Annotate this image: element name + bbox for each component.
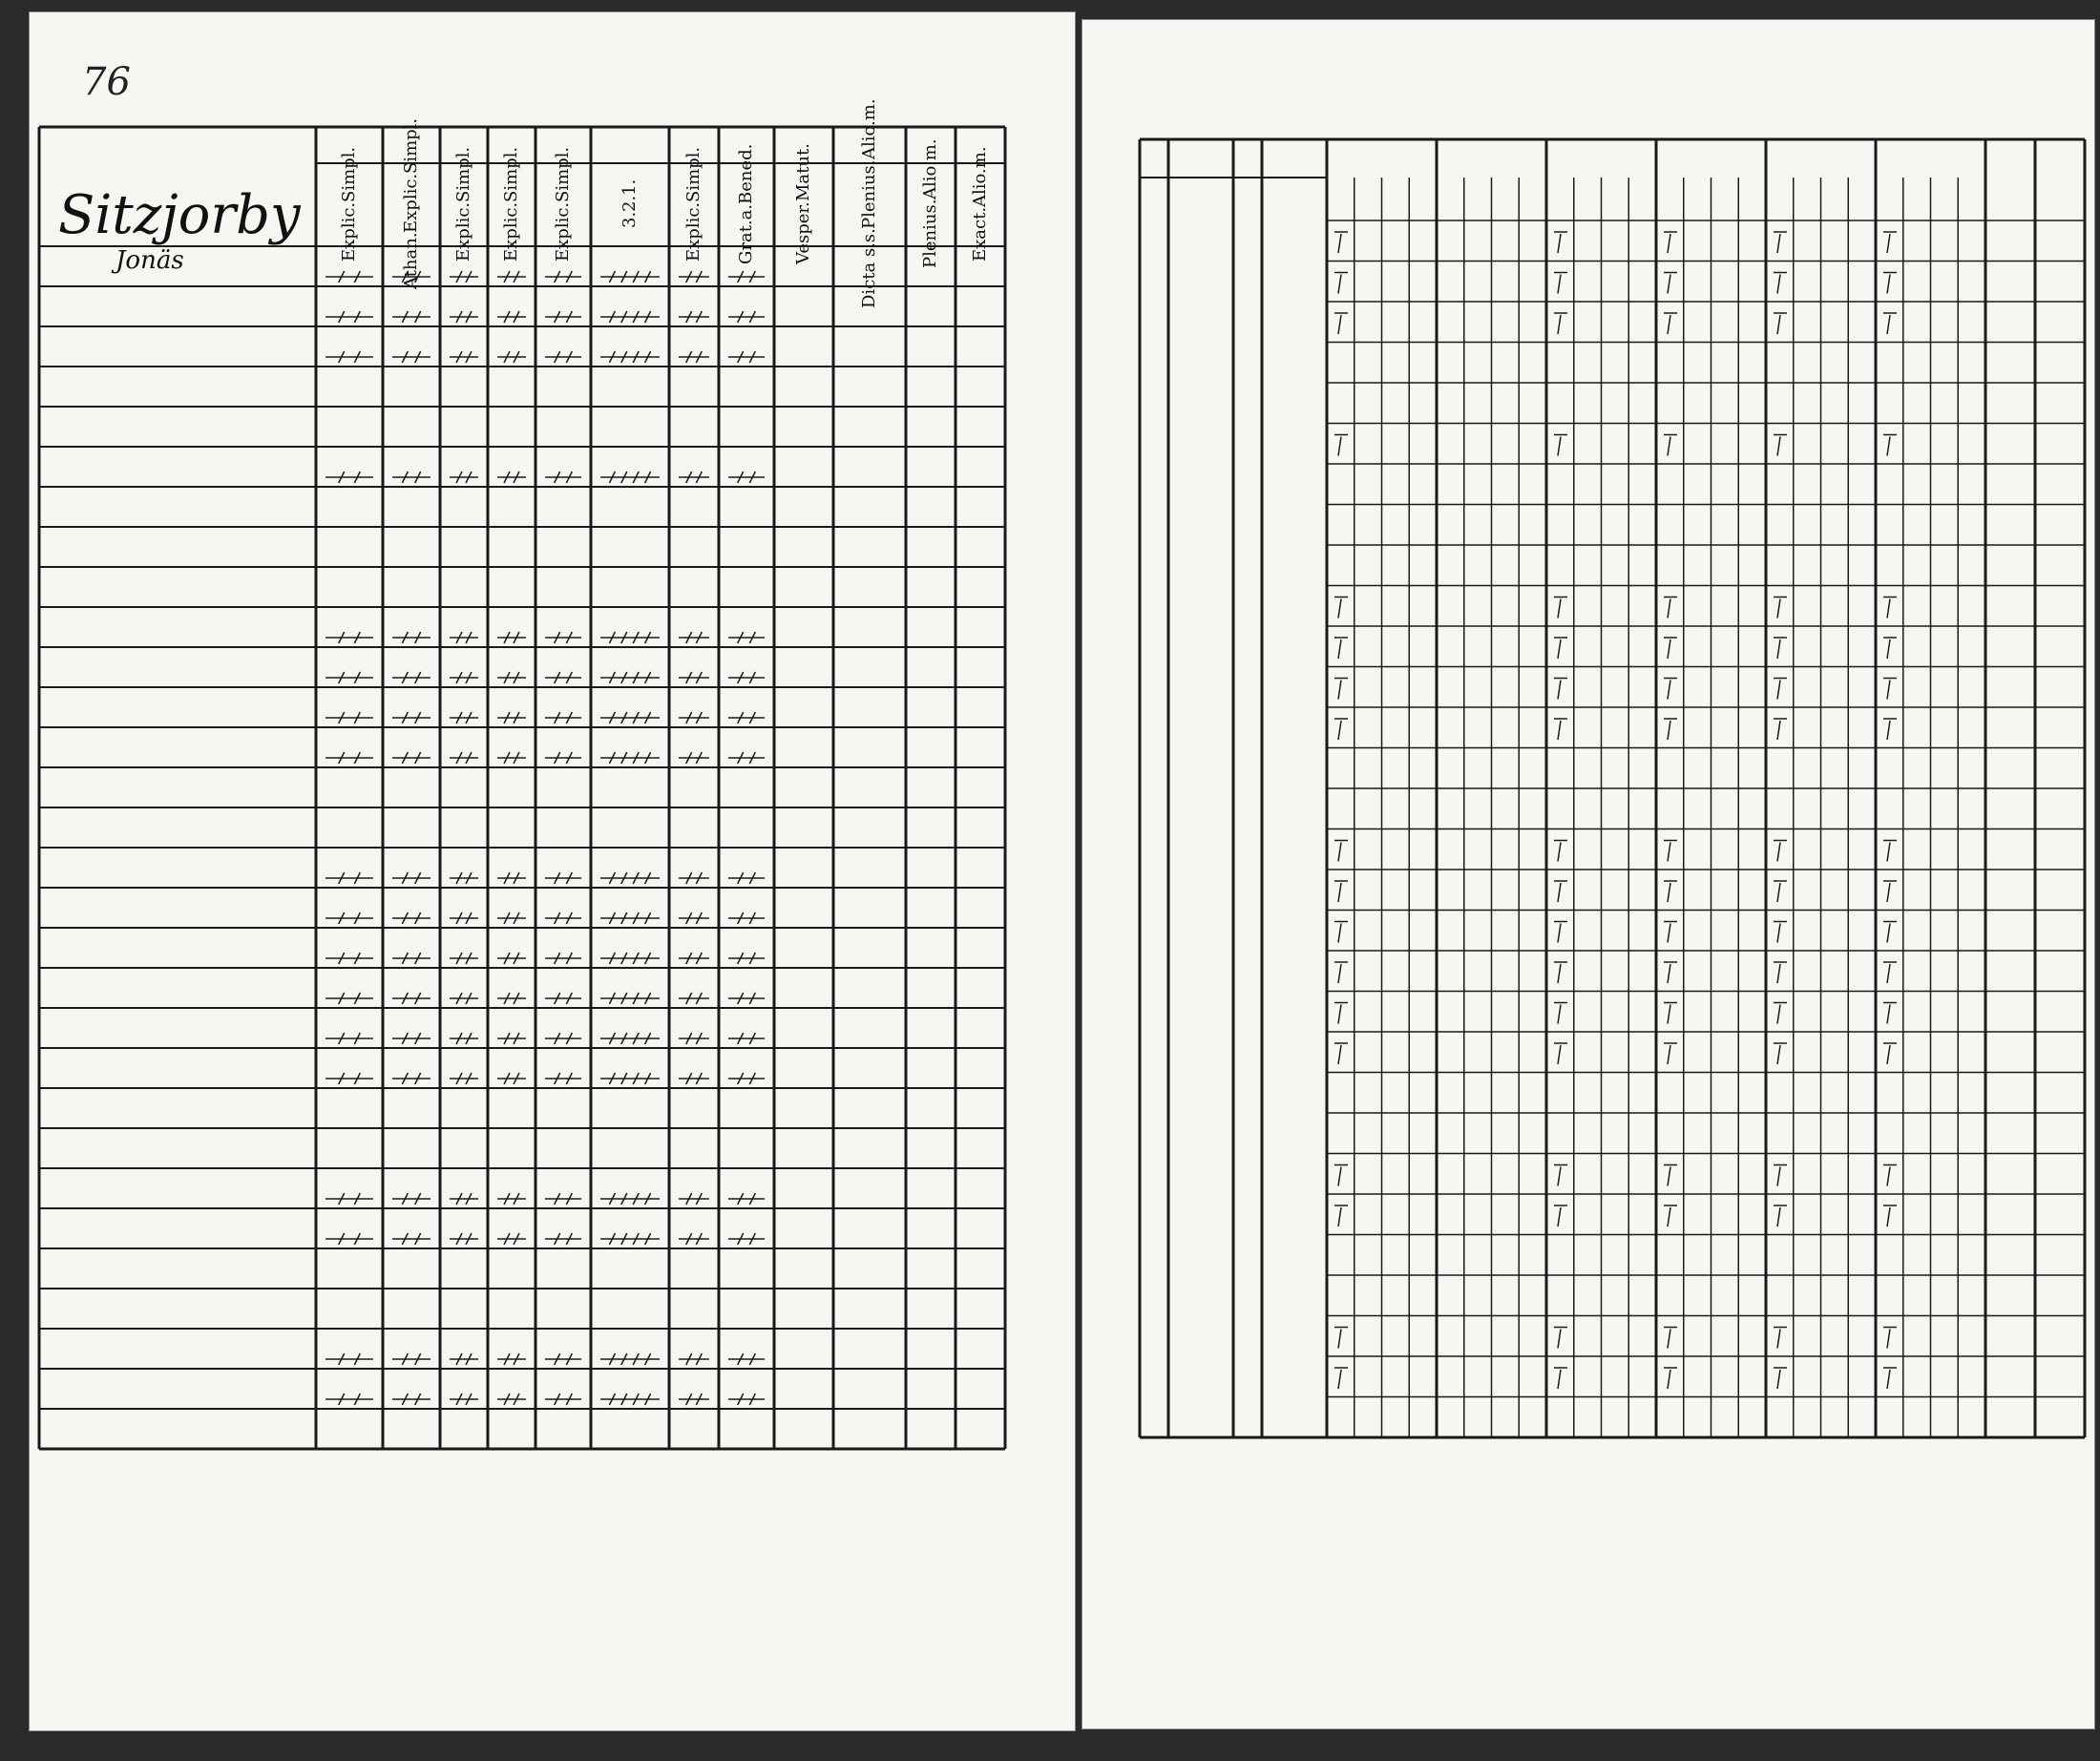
year-mark: [1338, 1207, 1341, 1226]
column-subheader: [669, 146, 719, 262]
column-subheader: [383, 117, 440, 290]
year-mark: [1887, 924, 1890, 943]
year-mark: [1777, 1167, 1780, 1186]
column-subheader-label: Alio.m.: [859, 98, 879, 160]
year-mark: [1558, 234, 1561, 253]
year-mark: [1887, 639, 1890, 659]
column-subheader: [956, 146, 1005, 262]
year-mark: [1338, 964, 1341, 983]
column-subheader-label: Simpl.: [683, 146, 704, 202]
column-subheader: [774, 143, 833, 264]
year-mark: [1777, 1207, 1780, 1226]
column-subheader: [488, 146, 536, 262]
year-mark: [1887, 721, 1890, 740]
column-subheader-label: Bened.: [736, 143, 756, 204]
year-mark: [1668, 681, 1670, 700]
year-mark: [1777, 721, 1780, 740]
year-mark: [1887, 275, 1890, 294]
year-mark: [1777, 437, 1780, 456]
year-mark: [1338, 599, 1341, 618]
year-mark: [1777, 1330, 1780, 1349]
column-subheader-label: Explic.: [501, 201, 521, 262]
year-mark: [1668, 639, 1670, 659]
year-mark: [1558, 843, 1561, 862]
year-mark: [1887, 1045, 1890, 1064]
household-title: [58, 184, 301, 275]
year-mark: [1558, 721, 1561, 740]
column-subheader-label: 2.: [620, 195, 640, 213]
year-mark: [1668, 1330, 1670, 1349]
year-mark: [1668, 1167, 1670, 1186]
year-mark: [1558, 599, 1561, 618]
year-mark: [1668, 924, 1670, 943]
household-title-line2: Jonäs: [116, 246, 184, 275]
year-mark: [1777, 639, 1780, 659]
year-mark: [1338, 843, 1341, 862]
year-mark: [1558, 639, 1561, 659]
year-mark: [1338, 1330, 1341, 1349]
year-mark: [1777, 1005, 1780, 1024]
year-mark: [1668, 315, 1670, 334]
column-subheader-label: 3.: [620, 212, 640, 229]
year-mark: [1777, 315, 1780, 334]
year-mark: [1668, 1005, 1670, 1024]
year-mark: [1887, 843, 1890, 862]
year-mark: [1558, 1370, 1561, 1389]
column-subheader-label: Explic.: [683, 201, 704, 262]
year-mark: [1777, 924, 1780, 943]
column-subheader-label: Matut.: [793, 143, 813, 202]
column-subheader-label: Exact.: [970, 206, 990, 262]
year-mark: [1668, 843, 1670, 862]
year-mark: [1887, 599, 1890, 618]
column-subheader: [536, 146, 591, 262]
year-mark: [1777, 1045, 1780, 1064]
year-mark: [1558, 275, 1561, 294]
year-mark: [1558, 1330, 1561, 1349]
page-number: 76: [82, 60, 131, 104]
year-mark: [1338, 1045, 1341, 1064]
year-mark: [1887, 234, 1890, 253]
year-mark: [1777, 1370, 1780, 1389]
column-subheader-label: Explic.: [401, 173, 421, 233]
year-mark: [1338, 275, 1341, 294]
year-mark: [1338, 437, 1341, 456]
column-subheader: [833, 98, 906, 309]
year-mark: [1668, 1370, 1670, 1389]
right-register-page: [1082, 19, 2095, 1730]
household-title-line1: Sitzjorby: [58, 184, 301, 246]
column-subheader-label: Explic.: [553, 201, 573, 262]
year-mark: [1558, 1005, 1561, 1024]
year-mark: [1887, 964, 1890, 983]
year-mark: [1887, 1330, 1890, 1349]
year-mark: [1558, 1207, 1561, 1226]
year-mark: [1777, 883, 1780, 902]
year-mark: [1887, 1167, 1890, 1186]
year-mark: [1668, 437, 1670, 456]
column-subheader-label: Dicta s.s.: [859, 228, 879, 309]
year-mark: [1338, 639, 1341, 659]
year-mark: [1777, 681, 1780, 700]
year-mark: [1668, 721, 1670, 740]
column-subheader-label: Athan.: [401, 232, 421, 290]
column-subheader: [591, 165, 669, 242]
year-mark: [1668, 964, 1670, 983]
year-mark: [1558, 1045, 1561, 1064]
column-subheader-label: Plenius.: [920, 199, 940, 269]
left-register-page: [29, 11, 1076, 1731]
year-mark: [1338, 721, 1341, 740]
year-mark: [1777, 843, 1780, 862]
column-subheader-label: Grat.a.: [736, 203, 756, 264]
year-mark: [1668, 1207, 1670, 1226]
column-subheader-label: Simpl.: [339, 146, 359, 202]
year-mark: [1558, 1167, 1561, 1186]
column-subheader-label: Explic.: [453, 201, 473, 262]
column-subheader-label: Vesper.: [793, 201, 813, 264]
column-subheader-label: Plenius.: [859, 159, 879, 229]
year-mark: [1558, 681, 1561, 700]
year-mark: [1887, 1370, 1890, 1389]
year-mark: [1887, 315, 1890, 334]
year-mark: [1338, 924, 1341, 943]
year-mark: [1777, 964, 1780, 983]
column-subheader: [906, 138, 956, 269]
year-mark: [1558, 315, 1561, 334]
year-mark: [1558, 883, 1561, 902]
right-register-grid: [1082, 20, 2094, 1729]
year-mark: [1668, 275, 1670, 294]
year-mark: [1338, 234, 1341, 253]
year-mark: [1777, 275, 1780, 294]
year-mark: [1338, 1370, 1341, 1389]
column-subheader-label: Simpl.: [453, 146, 473, 202]
year-mark: [1887, 1207, 1890, 1226]
year-mark: [1668, 1045, 1670, 1064]
year-mark: [1338, 315, 1341, 334]
column-subheader: [719, 143, 774, 264]
year-mark: [1887, 681, 1890, 700]
year-mark: [1338, 681, 1341, 700]
column-subheader: [440, 146, 488, 262]
year-mark: [1777, 599, 1780, 618]
column-subheader-label: 1.: [620, 178, 640, 196]
year-mark: [1338, 883, 1341, 902]
year-mark: [1887, 883, 1890, 902]
column-subheader-label: Alio.m.: [970, 146, 990, 207]
year-mark: [1338, 1005, 1341, 1024]
year-mark: [1668, 234, 1670, 253]
column-subheader-label: Simpl.: [553, 146, 573, 202]
year-mark: [1887, 1005, 1890, 1024]
year-mark: [1558, 437, 1561, 456]
year-mark: [1887, 437, 1890, 456]
column-subheader-label: Simpl.: [401, 117, 421, 174]
column-subheader-label: Alio.m.: [920, 138, 940, 200]
year-mark: [1558, 924, 1561, 943]
column-subheader-label: Simpl.: [501, 146, 521, 202]
column-subheader: [316, 146, 383, 262]
year-mark: [1668, 883, 1670, 902]
year-mark: [1777, 234, 1780, 253]
column-subheader-label: Explic.: [339, 201, 359, 262]
year-mark: [1668, 599, 1670, 618]
year-mark: [1338, 1167, 1341, 1186]
year-mark: [1558, 964, 1561, 983]
